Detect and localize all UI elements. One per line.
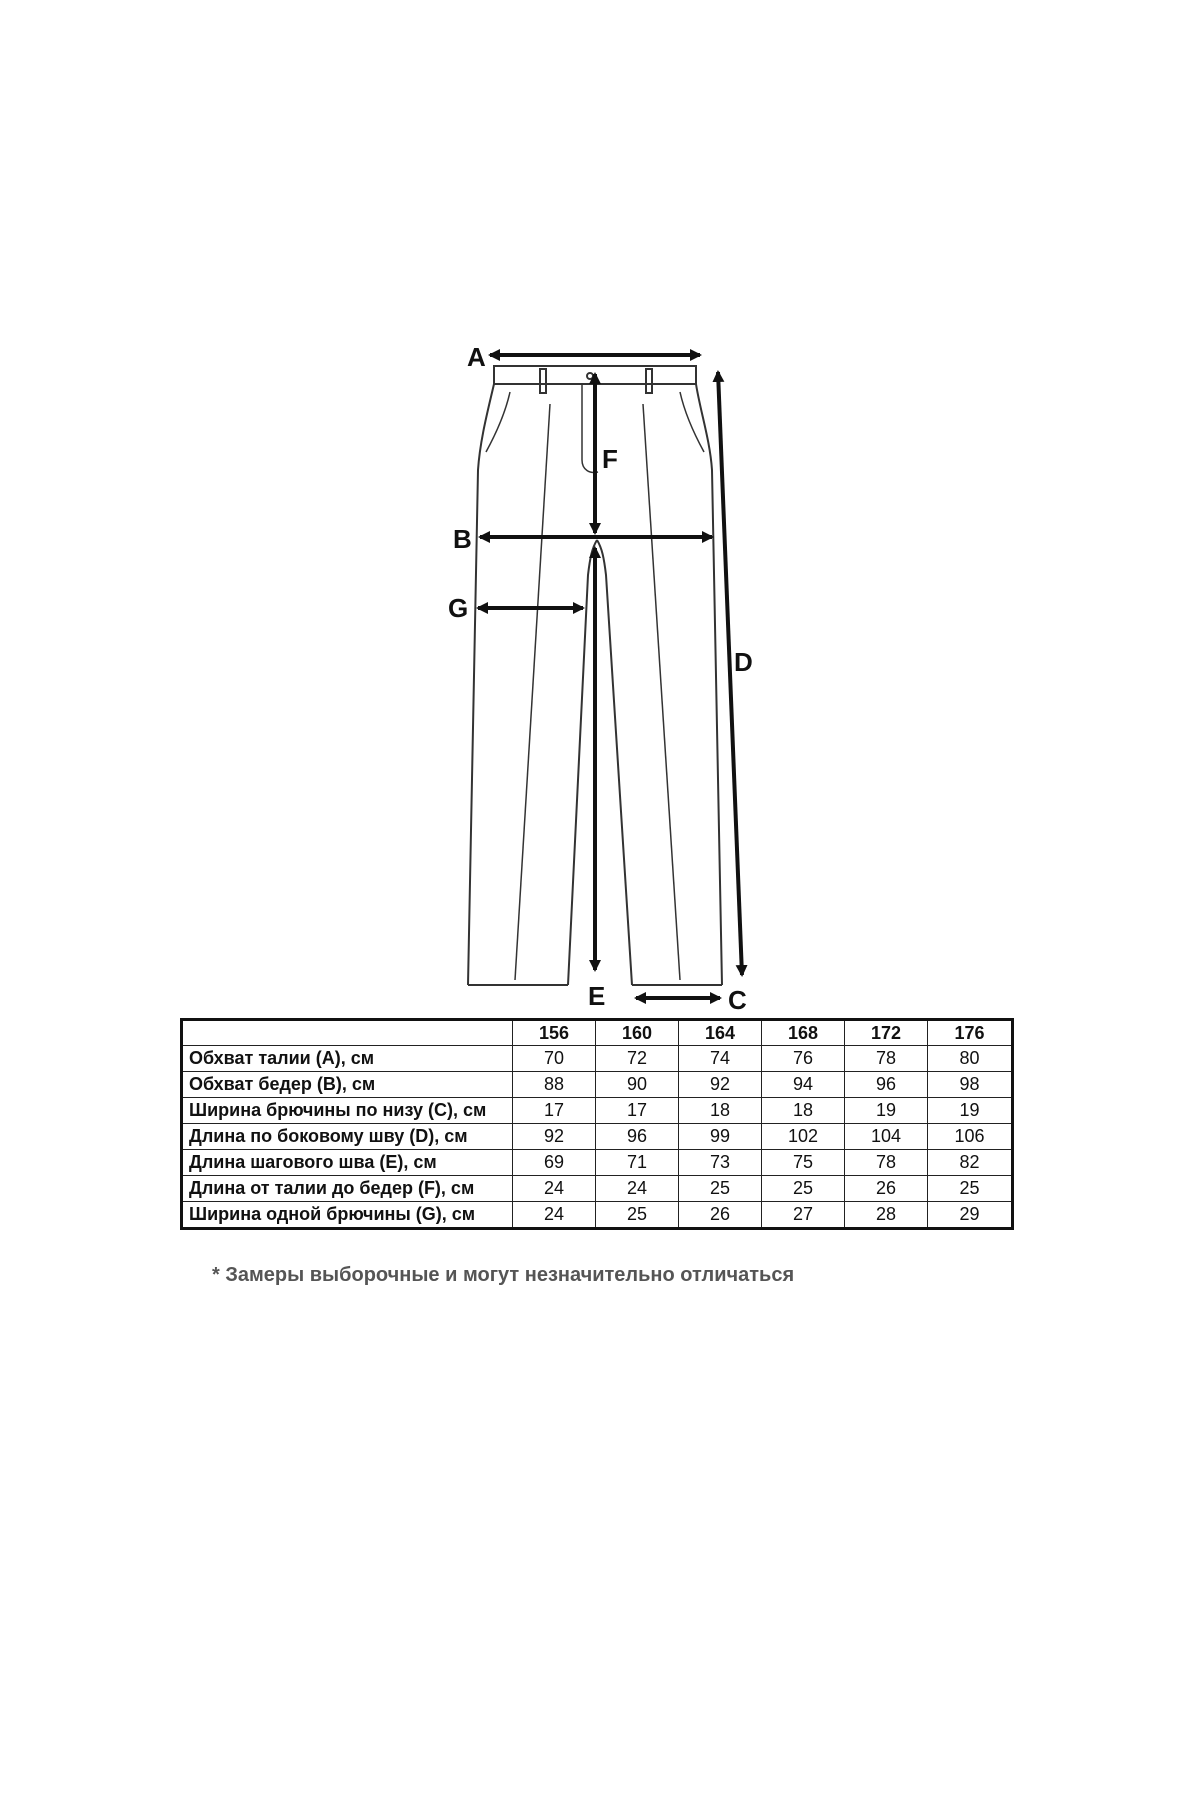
left-leg-crease xyxy=(515,404,550,980)
table-cell: 104 xyxy=(845,1123,928,1149)
table-cell: 17 xyxy=(596,1097,679,1123)
table-cell: 80 xyxy=(928,1046,1013,1072)
table-cell: 26 xyxy=(845,1175,928,1201)
table-cell: 74 xyxy=(679,1046,762,1072)
table-row xyxy=(182,1046,1013,1072)
table-cell: 26 xyxy=(679,1201,762,1228)
table-cell: 70 xyxy=(513,1046,596,1072)
table-cell: 18 xyxy=(762,1097,845,1123)
table-cell: 25 xyxy=(679,1175,762,1201)
table-cell: 19 xyxy=(845,1097,928,1123)
table-row xyxy=(182,1097,1013,1123)
table-row xyxy=(182,1149,1013,1175)
table-cell: 17 xyxy=(513,1097,596,1123)
table-cell: 71 xyxy=(596,1149,679,1175)
label-b: B xyxy=(453,524,472,554)
table-cell: 25 xyxy=(596,1201,679,1228)
right-leg-crease xyxy=(643,404,680,980)
label-g: G xyxy=(448,593,469,623)
table-row xyxy=(182,1175,1013,1201)
column-header: 176 xyxy=(928,1020,1013,1046)
table-cell: 78 xyxy=(845,1046,928,1072)
table-row xyxy=(182,1201,1013,1228)
table-cell: 19 xyxy=(928,1097,1013,1123)
table-cell: 72 xyxy=(596,1046,679,1072)
table-cell: 28 xyxy=(845,1201,928,1228)
table-cell: 29 xyxy=(928,1201,1013,1228)
table-cell: 75 xyxy=(762,1149,845,1175)
table-cell: 99 xyxy=(679,1123,762,1149)
table-row xyxy=(182,1123,1013,1149)
label-f: F xyxy=(602,444,618,474)
table-row xyxy=(182,1071,1013,1097)
table-cell: 92 xyxy=(679,1071,762,1097)
table-corner xyxy=(182,1020,513,1046)
table-cell: 24 xyxy=(596,1175,679,1201)
table-cell: 98 xyxy=(928,1071,1013,1097)
table-cell: 90 xyxy=(596,1071,679,1097)
size-chart-table xyxy=(180,1018,1014,1230)
table-cell: 73 xyxy=(679,1149,762,1175)
table-cell: 27 xyxy=(762,1201,845,1228)
table-cell: 25 xyxy=(928,1175,1013,1201)
table-cell: 106 xyxy=(928,1123,1013,1149)
label-a: A xyxy=(467,342,486,372)
table-cell: 92 xyxy=(513,1123,596,1149)
table-cell: 96 xyxy=(845,1071,928,1097)
right-leg-inseam xyxy=(597,540,632,985)
column-header: 164 xyxy=(679,1020,762,1046)
table-cell: 69 xyxy=(513,1149,596,1175)
table-cell: 102 xyxy=(762,1123,845,1149)
label-e: E xyxy=(588,981,606,1010)
table-cell: 78 xyxy=(845,1149,928,1175)
table-cell: 76 xyxy=(762,1046,845,1072)
table-header-row xyxy=(182,1020,1013,1046)
row-label: Ширина брючины по низу (С), см xyxy=(182,1097,513,1123)
measurement-footnote: * Замеры выборочные и могут незначительно отличаться xyxy=(212,1264,795,1286)
column-header: 172 xyxy=(845,1020,928,1046)
column-header: 168 xyxy=(762,1020,845,1046)
right-pocket xyxy=(680,392,704,452)
row-label: Длина шагового шва (Е), см xyxy=(182,1149,513,1175)
table-cell: 18 xyxy=(679,1097,762,1123)
table-cell: 88 xyxy=(513,1071,596,1097)
row-label: Ширина одной брючины (G), см xyxy=(182,1201,513,1228)
row-label: Длина по боковому шву (D), см xyxy=(182,1123,513,1149)
table-cell: 25 xyxy=(762,1175,845,1201)
row-label: Обхват талии (А), см xyxy=(182,1046,513,1072)
right-leg-outer-seam xyxy=(696,384,722,985)
table-cell: 24 xyxy=(513,1175,596,1201)
left-leg-outer-seam xyxy=(468,384,494,985)
table-cell: 96 xyxy=(596,1123,679,1149)
label-c: C xyxy=(728,985,747,1010)
column-header: 156 xyxy=(513,1020,596,1046)
label-d: D xyxy=(734,647,753,677)
column-header: 160 xyxy=(596,1020,679,1046)
table-cell: 24 xyxy=(513,1201,596,1228)
table-cell: 94 xyxy=(762,1071,845,1097)
row-label: Длина от талии до бедер (F), см xyxy=(182,1175,513,1201)
table-cell: 82 xyxy=(928,1149,1013,1175)
row-label: Обхват бедер (В), см xyxy=(182,1071,513,1097)
